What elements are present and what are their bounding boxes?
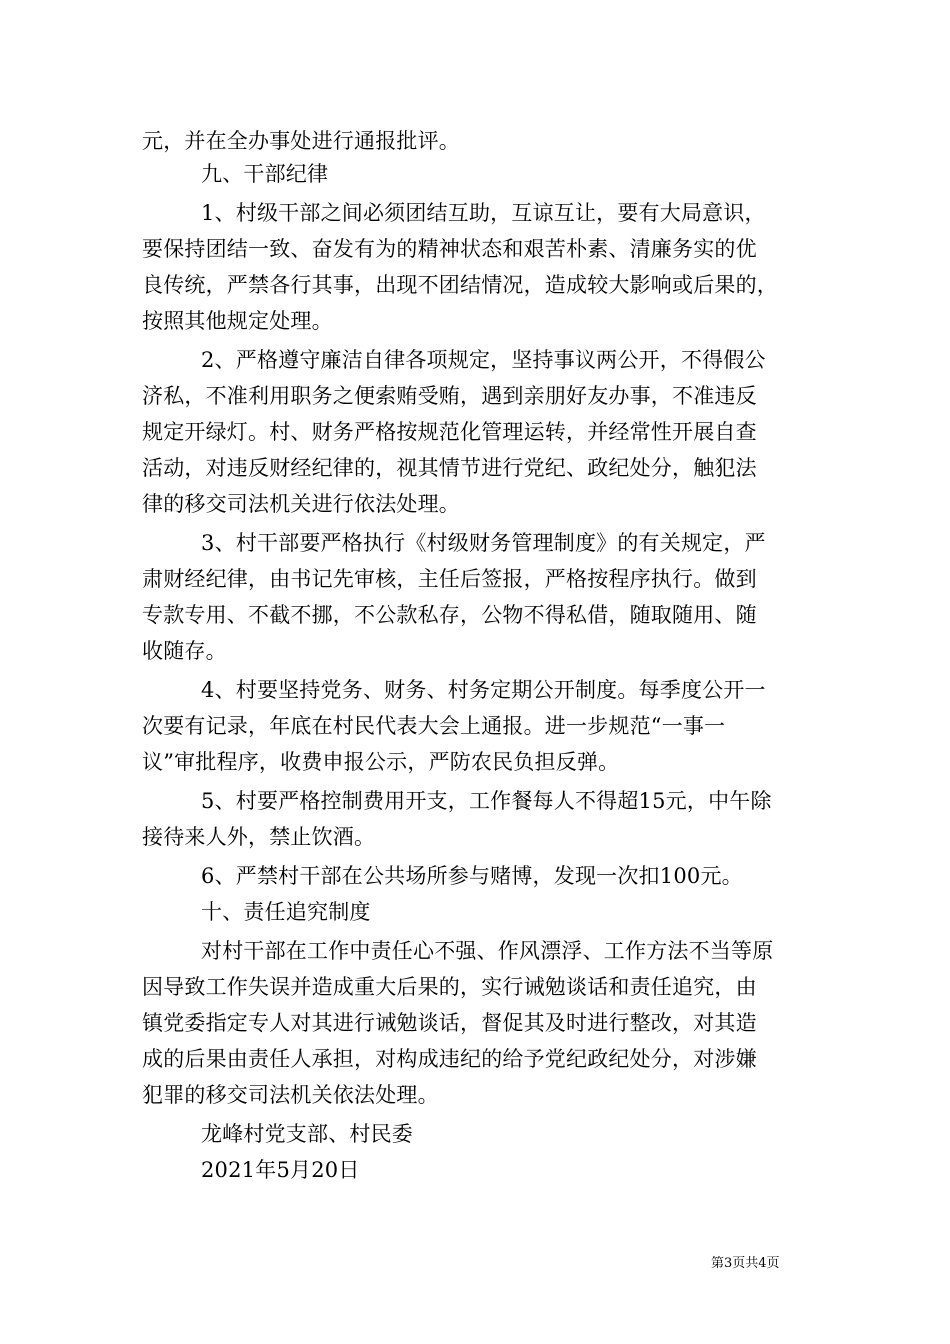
paragraph-line: 6、严禁村干部在公共场所参与赌博，发现一次扣100元。: [201, 864, 743, 888]
signature-organization: 龙峰村党支部、村民委: [201, 1122, 413, 1146]
paragraph-line: 犯罪的移交司法机关依法处理。: [142, 1083, 439, 1107]
paragraph-line: 2、严格遵守廉洁自律各项规定，坚持事议两公开，不得假公: [201, 348, 766, 372]
paragraph-line: 5、村要严格控制费用开支，工作餐每人不得超15元，中午除: [201, 789, 772, 813]
paragraph-line: 4、村要坚持党务、财务、村务定期公开制度。每季度公开一: [201, 678, 766, 702]
paragraph-line: 成的后果由责任人承担，对构成违纪的给予党纪政纪处分，对涉嫌: [142, 1047, 757, 1071]
signature-date: 2021年5月20日: [201, 1158, 360, 1182]
paragraph-line: 因导致工作失误并造成重大后果的，实行诫勉谈话和责任追究，由: [142, 975, 757, 999]
paragraph-line: 次要有记录，年底在村民代表大会上通报。进一步规范“一事一: [142, 714, 726, 738]
paragraph-line: 活动，对违反财经纪律的，视其情节进行党纪、政纪处分，触犯法: [142, 456, 757, 480]
paragraph-line: 收随存。: [142, 639, 227, 663]
paragraph-line: 肃财经纪律，由书记先审核，主任后签报，严格按程序执行。做到: [142, 567, 757, 591]
section-heading: 十、责任追究制度: [201, 900, 371, 924]
paragraph-line: 镇党委指定专人对其进行诫勉谈话，督促其及时进行整改，对其造: [142, 1011, 757, 1035]
paragraph-line: 对村干部在工作中责任心不强、作风漂浮、工作方法不当等原: [201, 939, 774, 963]
paragraph-line: 规定开绿灯。村、财务严格按规范化管理运转，并经常性开展自查: [142, 420, 757, 444]
paragraph-line: 议”审批程序，收费申报公示，严防农民负担反弹。: [142, 750, 620, 774]
page-number: 第3页共4页: [711, 1256, 780, 1271]
paragraph-line: 要保持团结一致、奋发有为的精神状态和艰苦朴素、清廉务实的优: [142, 237, 757, 261]
paragraph-line: 1、村级干部之间必须团结互助，互谅互让，要有大局意识，: [201, 201, 766, 225]
body-text-line: 元，并在全办事处进行通报批评。: [142, 129, 460, 153]
paragraph-line: 律的移交司法机关进行依法处理。: [142, 492, 460, 516]
paragraph-line: 接待来人外，禁止饮酒。: [142, 825, 376, 849]
paragraph-line: 专款专用、不截不挪，不公款私存，公物不得私借，随取随用、随: [142, 603, 757, 627]
paragraph-line: 良传统，严禁各行其事，出现不团结情况，造成较大影响或后果的，: [142, 273, 778, 297]
paragraph-line: 按照其他规定处理。: [142, 309, 333, 333]
section-heading: 九、干部纪律: [201, 162, 329, 186]
paragraph-line: 3、村干部要严格执行《村级财务管理制度》的有关规定，严: [201, 531, 766, 555]
paragraph-line: 济私，不准利用职务之便索贿受贿，遇到亲朋好友办事，不准违反: [142, 384, 757, 408]
